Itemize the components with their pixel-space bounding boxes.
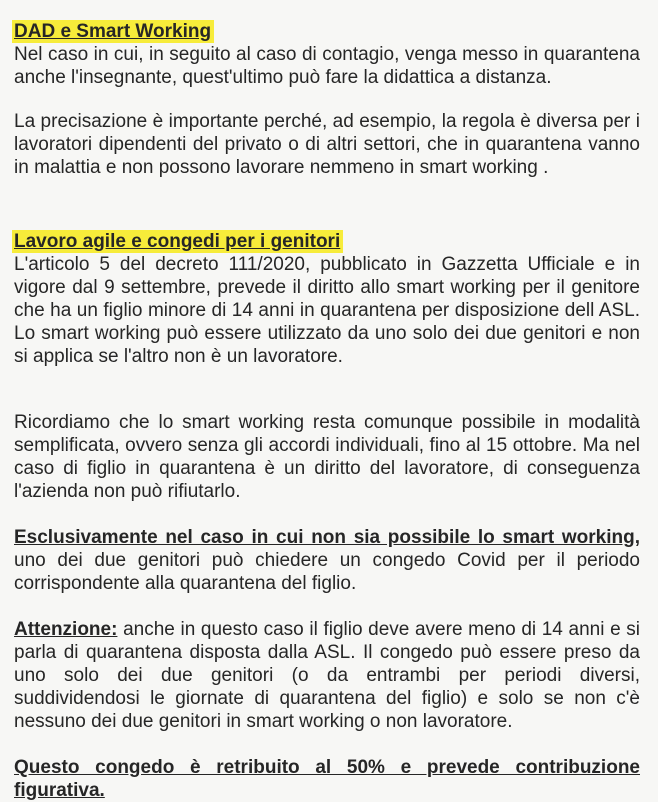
lead-attenzione: Attenzione: [14, 619, 118, 640]
paragraph-lavoro-3 [14, 526, 640, 595]
section-lavoro-agile [14, 230, 640, 802]
section-title-lavoro-agile: Lavoro agile e congedi per i genitori [12, 230, 343, 253]
paragraph-lavoro-4-text: anche in questo caso il figlio deve avere meno di 14 anni e si parla di quarantena disposta dalla ASL. Il congedo può essere preso da uno solo dei due genitori (o da entrambi per periodi diversi, suddividendosi le giornate di quarantena del figlio) e solo se non c'è nessuno dei due genitori in smart working o non lavoratore. [14, 619, 640, 732]
section-title-dad: DAD e Smart Working [12, 20, 214, 43]
paragraph-dad-1: Nel caso in cui, in seguito al caso di contagio, venga messo in quarantena anche l'insegnante, quest'ultimo può fare la didattica a distanza. [14, 44, 640, 88]
paragraph-lavoro-4 [14, 618, 640, 733]
paragraph-lavoro-2: Ricordiamo che lo smart working resta comunque possibile in modalità semplificata, ovvero senza gli accordi individuali, fino al 15 ottobre. Ma nel caso di figlio in quarantena è un diritto del lavoratore, di conseguenza l'azienda non può rifiutarlo. [14, 412, 640, 502]
paragraph-dad-2: La precisazione è importante perché, ad esempio, la regola è diversa per i lavoratori dipendenti del privato o di altri settori, che in quarantena vanno in malattia e non possono lavorare nemmeno in smart working . [14, 111, 640, 178]
lead-esclusivamente: Esclusivamente nel caso in cui non sia possibile lo smart working, [14, 527, 640, 548]
final-statement: Questo congedo è retribuito al 50% e prevede contribuzione figurativa. [14, 757, 640, 801]
paragraph-lavoro-1: L'articolo 5 del decreto 111/2020, pubblicato in Gazzetta Ufficiale e in vigore dal 9 settembre, prevede il diritto allo smart working per il genitore che ha un figlio minore di 14 anni in quarantena per disposizione dell ASL. Lo smart working può essere utilizzato da uno solo dei due genitori e non si applica se l'altro non è un lavoratore. [14, 254, 640, 367]
section-dad-smart-working [14, 20, 640, 179]
paragraph-lavoro-3-text: uno dei due genitori può chiedere un congedo Covid per il periodo corrispondente alla quarantena del figlio. [14, 550, 640, 594]
document-page [14, 20, 640, 802]
